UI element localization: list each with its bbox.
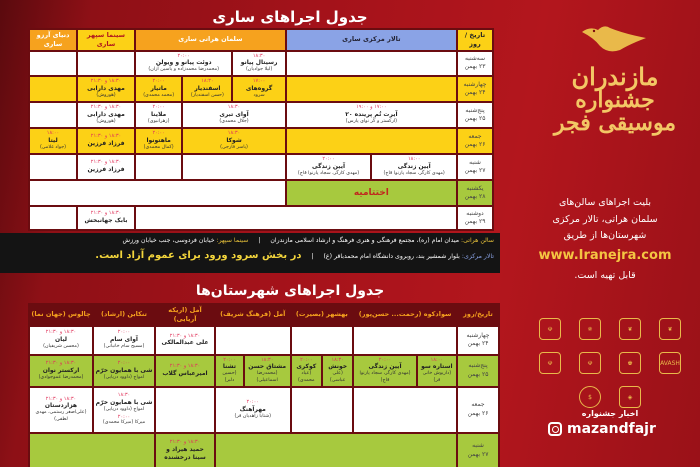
day-cell: دوشنبه ۲۹ بهمن <box>458 207 492 229</box>
closing-ceremony-cell[interactable]: اختتامیه <box>287 181 456 205</box>
header-tonekabon: تنکابن (ارشاد) <box>101 310 147 319</box>
event-cell[interactable]: ۲۰:۰۰ ماتیار (محمد محمدی) <box>136 77 181 101</box>
event-cell[interactable]: ۱۸:۳۰ شی با همایون خرّم امواج (داوود دریایی) ۲۰:۰۰ میرکا (میرکا محمدی) <box>94 388 154 432</box>
event-cell[interactable]: ۱۸:۳۰ و ۲۱:۳۰ هزاردستان (علی‌اصغر رستمی، مهدی لطفی) <box>30 388 92 432</box>
table-row <box>30 327 498 354</box>
table-row <box>30 52 492 75</box>
event-cell[interactable]: ۱۸:۳۰ و ۲۱:۳۰ مهدی دارابی (هوروش) <box>78 103 134 127</box>
event-cell[interactable]: ۲۰:۰۰ مهرآهنگ (شتابا زاهدیان فر) <box>216 388 290 432</box>
sponsor-logos <box>535 318 685 408</box>
event-cell[interactable]: ۱۸:۳۰ و ۲۱:۳۰ لیان (محسن شریفیان) <box>30 327 92 354</box>
table-row <box>30 155 492 179</box>
emblem-icon: ☫ <box>539 352 561 374</box>
event-cell[interactable]: ۲۰:۰۰ تشنا (حسین دلبر) <box>216 356 243 386</box>
header-savadkuh: سوادکوه (رحمت... حسن‌پور) <box>358 310 452 319</box>
event-cell[interactable]: ۲۰:۰۰ آیین زندگی (مهدی کارگر، سجاد پارنوا قاج) <box>287 155 371 179</box>
emblem-icon: ☫ <box>579 352 601 374</box>
day-cell: پنج‌شنبه ۲۵ بهمن <box>458 103 492 127</box>
table-row <box>30 356 498 386</box>
table-row <box>30 103 492 127</box>
sponsor-logo-icon: ♚ <box>619 352 641 374</box>
venue-line-1: سالن هراتی: میدان امام (ره)، مجتمع فرهنگی و هنری فرهنگ و ارشاد اسلامی مازندران | سینما سپهر: خیابان فردوسی، جنب خیابان ورزش <box>122 237 494 244</box>
day-cell: پنج‌شنبه ۲۵ بهمن <box>458 356 498 386</box>
sponsor-logo-icon: ✵ <box>579 318 601 340</box>
event-cell[interactable]: ۱۸:۳۰ و ۲۱:۳۰ حمید هیراد و سینا درخشنده <box>156 434 214 467</box>
event-cell[interactable]: ۱۷:۰۰ گروه‌های سرود <box>233 77 284 101</box>
day-cell: جمعه ۲۶ بهمن <box>458 129 492 153</box>
event-cell[interactable]: ۱۸:۳۰ و ۲۱:۳۰ علی عبدالمالکی <box>156 327 214 354</box>
header-sepehr: سینما سپهر ساری <box>78 30 134 50</box>
day-cell: شنبه ۲۷ بهمن <box>458 155 492 179</box>
event-cell[interactable]: ۱۸:۳۰ آوای تبری (جلال محمدی) <box>183 103 284 127</box>
header-amol-arike: آمل (اریکه آریایی) <box>168 306 202 323</box>
ticket-promo: بلیت اجراهای سالن‌های سلمان هراتی، تالار مرکزی شهرستان‌ها از طریق www.Iranejra.com قابل تهیه است. <box>520 195 690 284</box>
table-row <box>30 129 492 153</box>
header-behshahr: بهشهر (بصیرت) <box>295 310 348 319</box>
event-cell[interactable]: ۱۸:۳۰ رسیتال پیانو (لیلا جوادیان) <box>233 52 284 75</box>
event-cell[interactable]: ۱۷:۰۰ و ۱۹:۰۰ آیرت تُم پرینده ۲۰ (ارکستر و کُر نوای پارس) <box>287 103 456 127</box>
day-cell: شنبه ۲۷ بهمن <box>458 434 498 467</box>
ticket-website-link[interactable]: www.Iranejra.com <box>538 247 672 263</box>
avash-logo-icon: AVASH <box>659 352 681 374</box>
sponsor-logo-icon: ❦ <box>659 318 681 340</box>
header-amol-farhang: آمل (فرهنگ شریف) <box>220 310 286 319</box>
table-row <box>30 77 492 101</box>
golden-bird-icon <box>580 20 650 60</box>
festival-news-label: اخبار جشنواره <box>581 409 639 418</box>
venue-info-bar <box>0 233 500 273</box>
event-cell[interactable]: ۱۸:۳۰ و ۲۱:۳۰ ارکستر نوان (محمدرضا عموجوادی) <box>30 356 92 386</box>
festival-logo <box>545 20 685 135</box>
day-cell: چهارشنبه ۲۴ بهمن <box>458 327 498 354</box>
event-cell[interactable]: ۱۸:۳۰ و ۲۱:۳۰ فرزاد فرزین <box>78 155 134 179</box>
sponsor-logo-icon: $ <box>579 386 601 408</box>
sponsor-logo-icon: ◈ <box>619 386 641 408</box>
day-cell: سه‌شنبه ۲۳ بهمن <box>458 52 492 75</box>
festival-name-line2: مازندران <box>571 62 659 91</box>
header-chalus: چالوس (جهان نما) <box>31 310 91 319</box>
header-date: تاریخ / روز <box>458 30 492 50</box>
event-cell[interactable]: ۲۰:۰۰ آوای سام (مسیح سام خانبانی) <box>94 327 154 354</box>
event-cell[interactable]: ۱۸:۳۰ خونش (علی عباسی) <box>323 356 352 386</box>
event-cell[interactable]: ۲۰:۰۰ ملاینا (زهرانبوی) <box>136 103 181 127</box>
event-cell[interactable]: ۱۸:۰۰ استاره سو (داریوش خانی فر) <box>418 356 456 386</box>
festival-name-line1: جشنواره موسیقی فجر <box>553 87 677 137</box>
event-cell[interactable]: ۱۸:۳۰ و ۲۱:۳۰ مهدی دارابی (هوروش) <box>78 77 134 101</box>
header-markazi: تالار مرکزی ساری <box>287 30 456 50</box>
venue-line-2: تالار مرکزی: بلوار شمشیر بند، روبروی دانشگاه امام محمدباقر (ع) | در بخش سرود ورود برای عموم آزاد است. <box>95 249 494 261</box>
event-cell[interactable]: ۲۰:۰۰ کوکری (عیاد محمدی) <box>292 356 322 386</box>
event-cell[interactable]: ۱۸:۳۰ شوکا (یاسر فارجی) <box>183 129 284 153</box>
header-date: تاریخ/روز <box>463 310 493 319</box>
free-entry-notice: در بخش سرود ورود برای عموم آزاد است. <box>95 249 302 261</box>
event-cell[interactable]: ۲۰:۰۰ شی با همایون خرّم امواج (داوود دریایی) <box>94 356 154 386</box>
header-herati: سلمان هراتی ساری <box>136 30 285 50</box>
cities-table-title: جدول اجراهای شهرستان‌ها <box>195 283 385 299</box>
event-cell[interactable]: ۱۸:۳۰ و ۲۱:۳۰ امیرعباس گلاب <box>156 356 214 386</box>
event-cell[interactable]: ۲۰:۰۰ دوئت پیانو و ویولن (محمدرضا محمدزاده و یاسین آزان) <box>136 52 231 75</box>
event-cell[interactable]: ۱۸:۰۰ آیین زندگی (مهدی کارگر، سجاد پارنوا قاج) <box>372 155 456 179</box>
sari-table-title: جدول اجراهای ساری <box>212 8 368 26</box>
table-row <box>30 181 492 205</box>
event-cell[interactable]: ۱۸:۳۰ مشتاق حسن (محمدرضا اسماعیلی) <box>245 356 290 386</box>
day-cell: جمعه ۲۶ بهمن <box>458 388 498 432</box>
table-row <box>30 207 492 229</box>
event-cell[interactable]: ۱۸:۳۰ اسفندیار (حسن اسفندیار) <box>183 77 231 101</box>
event-cell[interactable]: ۲۰:۰۰ ماهتونوا (کمال محمدی) <box>136 129 181 153</box>
table-row <box>30 434 498 467</box>
emblem-icon: ☫ <box>539 318 561 340</box>
instagram-handle[interactable]: mazandfajr <box>548 421 656 437</box>
cities-schedule-table <box>28 303 500 467</box>
table-row <box>30 388 498 432</box>
event-cell[interactable]: ۱۸:۰۰ لیتا (جواد غلامی) <box>30 129 76 153</box>
event-cell[interactable]: ۲۰:۰۰ آیین زندگی (مهدی کارگر، سجاد پارنوا قاج) <box>354 356 416 386</box>
instagram-icon <box>548 422 562 436</box>
sponsor-logo-icon: ❦ <box>619 318 641 340</box>
event-cell[interactable]: ۱۸:۳۰ و ۲۱:۳۰ فرزاد فرزین <box>78 129 134 153</box>
day-cell: یکشنبه ۲۸ بهمن <box>458 181 492 205</box>
sari-schedule-table <box>28 28 494 231</box>
header-donya: دنیای آرزو ساری <box>30 30 76 50</box>
event-cell[interactable]: ۱۸:۳۰ و ۲۱:۳۰ بابک جهانبخش <box>78 207 134 229</box>
day-cell: چهارشنبه ۲۴ بهمن <box>458 77 492 101</box>
